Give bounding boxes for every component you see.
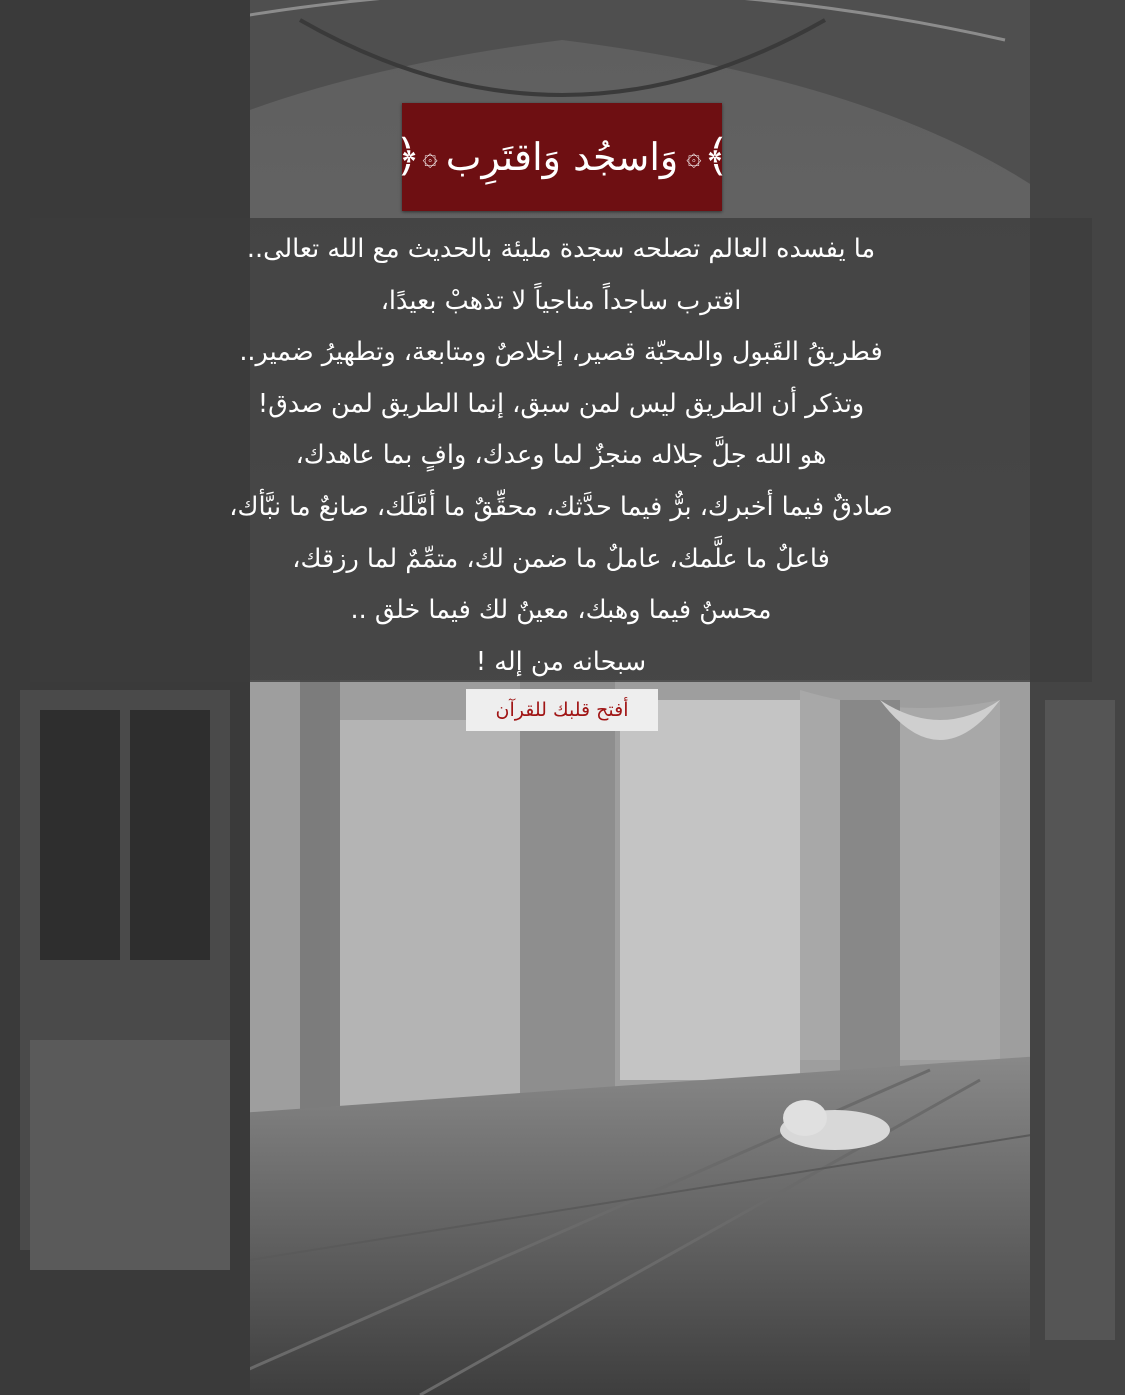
text-line: صادقٌ فيما أخبرك، برٌّ فيما حدَّثك، محقِّقٌ ما أمَّلَك، صانعٌ ما نبَّأك، <box>229 491 893 522</box>
text-line: وتذكر أن الطريق ليس لمن سبق، إنما الطريق لمن صدق! <box>257 388 865 419</box>
star-ornament-icon: ۞ <box>422 142 438 172</box>
text-line: ما يفسده العالم تصلحه سجدة مليئة بالحديث مع الله تعالى.. <box>246 234 876 264</box>
text-line: هو الله جلَّ جلاله منجزٌ لما وعدك، وافٍ بما عاهدك، <box>295 440 827 471</box>
title-banner <box>394 103 730 211</box>
text-line: فاعلٌ ما علَّمك، عاملٌ ما ضمن لك، متمِّمٌ لما رزقك، <box>292 543 830 574</box>
verse-title: وَاسجُد وَاقتَرِب <box>445 135 679 179</box>
text-line: فطريقُ القَبول والمحبّة قصير، إخلاصٌ ومتابعة، وتطهيرُ ضمير.. <box>239 337 883 368</box>
reflection-text <box>30 224 1092 688</box>
bracket-open: ﴿ <box>394 131 421 182</box>
text-line: اقترب ساجداً مناجياً لا تذهبْ بعيدًا، <box>380 285 742 316</box>
star-ornament-icon: ۞ <box>686 142 702 172</box>
bracket-close: ﴾ <box>703 131 730 182</box>
text-line: محسنٌ فيما وهبك، معينٌ لك فيما خلق .. <box>350 595 772 626</box>
signature-label: أفتح قلبك للقرآن <box>466 689 658 731</box>
text-line: سبحانه من إله ! <box>475 646 647 677</box>
